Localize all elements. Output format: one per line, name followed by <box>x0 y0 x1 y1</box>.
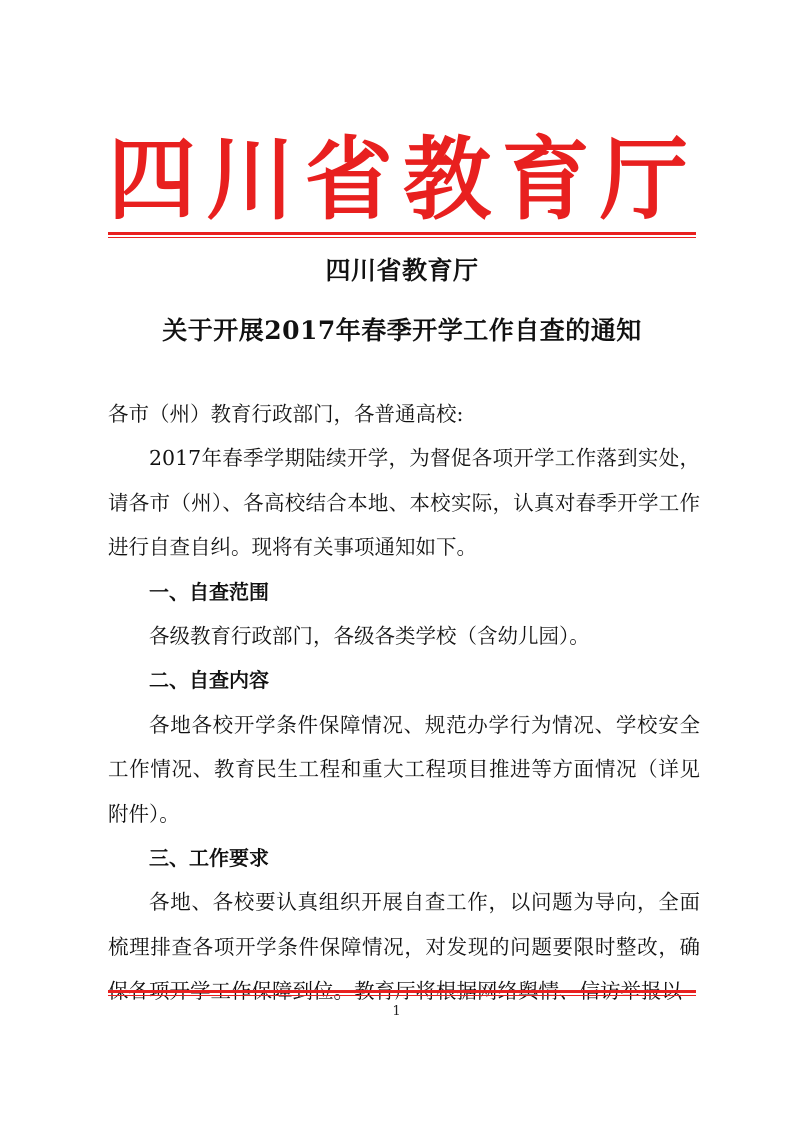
masthead-char: 川 <box>206 126 295 233</box>
page-number: 1 <box>392 1004 401 1019</box>
masthead-char: 厅 <box>599 126 688 233</box>
document-title-issuer: 四川省教育厅 <box>325 256 479 285</box>
section-heading: 三、工作要求 <box>149 846 269 871</box>
section-paragraph: 各级教育行政部门，各级各类学校（含幼儿园）。 <box>149 624 590 649</box>
masthead-char: 四 <box>108 126 197 233</box>
section-heading: 二、自查内容 <box>149 668 269 693</box>
masthead-char: 省 <box>304 126 393 233</box>
section-heading: 一、自查范围 <box>149 579 269 604</box>
header-divider <box>108 232 696 238</box>
intro-paragraph: 2017年春季学期陆续开学，为督促各项开学工作落到实处，请各市（州）、各高校结合本地、本校实际，认真对春季开学工作进行自查自纠。现将有关事项通知如下。 <box>108 446 700 560</box>
document-title-subject: 关于开展2017年春季开学工作自查的通知 <box>162 316 642 345</box>
section-paragraph: 各地各校开学条件保障情况、规范办学行为情况、学校安全工作情况、教育民生工程和重大工程项目推进等方面情况（详见附件）。 <box>108 712 700 826</box>
salutation: 各市（州）教育行政部门，各普通高校: <box>108 402 464 426</box>
masthead-title <box>108 126 688 233</box>
masthead-char: 育 <box>501 126 590 233</box>
document-body <box>108 392 700 1014</box>
section-paragraph: 各地、各校要认真组织开展自查工作，以问题为导向，全面梳理排查各项开学条件保障情况，对发现的问题要限时整改，确 <box>108 890 700 959</box>
masthead-char: 教 <box>403 126 492 233</box>
footer-divider <box>108 990 696 996</box>
